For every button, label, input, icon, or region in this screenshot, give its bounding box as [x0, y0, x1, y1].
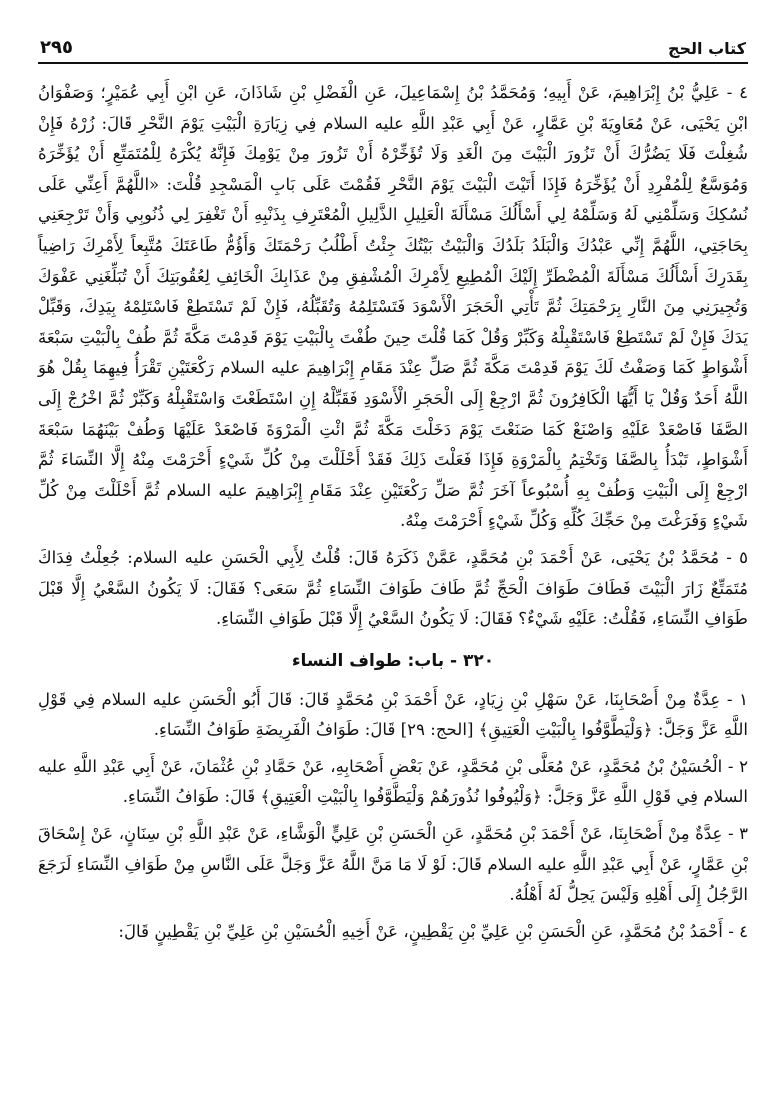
chapter-hadith-2: ٢ - الْحُسَيْنُ بْنُ مُحَمَّدٍ، عَنْ مُعَلَّى بْنِ مُحَمَّدٍ، عَنْ بَعْضِ أَصْحَابِهِ، عَنْ حَمَّادِ بْنِ عُثْمَانَ، عَنْ أَبِي عَبْدِ اللَّهِ عليه السلام فِي قَوْلِ اللَّهِ عَزَّ وَجَلَّ: ﴿وَلْيُوفُوا نُذُورَهُمْ وَلْيَطَّوَّفُوا بِالْبَيْتِ الْعَتِيقِ﴾ قَالَ: طَوَافُ النِّسَاءِ.: [38, 756, 748, 807]
book-title: كتاب الحج: [667, 39, 746, 58]
hadith-5: ٥ - مُحَمَّدُ بْنُ يَحْيَى، عَنْ أَحْمَدَ بْنِ مُحَمَّدٍ، عَمَّنْ ذَكَرَهُ قَالَ: قُلْتُ لِأَبِي الْحَسَنِ عليه السلام: جُعِلْتُ فِدَاكَ مُتَمَتِّعٌ زَارَ الْبَيْتَ فَطَافَ طَوَافَ الْحَجِّ ثُمَّ طَافَ طَوَافَ النِّسَاءِ ثُمَّ سَعَى؟ فَقَالَ: لَا يَكُونُ السَّعْيُ إِلَّا قَبْلَ طَوَافِ النِّسَاءِ، فَقُلْتُ: عَلَيْهِ شَيْءٌ؟ فَقَالَ: لَا يَكُونُ السَّعْيُ إِلَّا قَبْلَ طَوَافِ النِّسَاءِ.: [38, 547, 748, 629]
page-body: [38, 78, 748, 947]
chapter-title: ٣٢٠ - باب: طواف النساء: [291, 650, 495, 671]
book-page: [38, 30, 748, 953]
chapter-hadith-3: ٣ - عِدَّةٌ مِنْ أَصْحَابِنَا، عَنْ أَحْمَدَ بْنِ مُحَمَّدٍ، عَنِ الْحَسَنِ بْنِ عَلِيٍّ الْوَشَّاءِ، عَنْ عَبْدِ اللَّهِ بْنِ سِنَانٍ، عَنْ إِسْحَاقَ بْنِ عَمَّارٍ، عَنْ أَبِي عَبْدِ اللَّهِ عليه السلام قَالَ: لَوْ لَا مَا مَنَّ اللَّهُ عَزَّ وَجَلَّ عَلَى النَّاسِ مِنْ طَوَافِ النِّسَاءِ لَرَجَعَ الرَّجُلُ إِلَى أَهْلِهِ وَلَيْسَ يَحِلُّ لَهُ أَهْلُهُ.: [38, 824, 748, 905]
hadith-4: ٤ - عَلِيُّ بْنُ إِبْرَاهِيمَ، عَنْ أَبِيهِ؛ وَمُحَمَّدُ بْنُ إِسْمَاعِيلَ، عَنِ الْفَضْلِ بْنِ شَاذَانَ، عَنِ ابْنِ أَبِي عُمَيْرٍ؛ وَصَفْوَانُ ابْنِ يَحْيَى، عَنْ مُعَاوِيَةَ بْنِ عَمَّارٍ، عَنْ أَبِي عَبْدِ اللَّهِ عليه السلام فِي زِيَارَةِ الْبَيْتِ يَوْمَ النَّحْرِ قَالَ: زُرْهُ فَإِنْ شُغِلْتَ فَلَا يَضُرُّكَ أَنْ تَزُورَ الْبَيْتَ مِنَ الْغَدِ وَلَا تُؤَخِّرْهُ أَنْ تَزُورَ مِنْ يَوْمِكَ فَإِنَّهُ يُكْرَهُ لِلْمُتَمَتِّعِ أَنْ يُؤَخِّرَهُ وَمُوَسَّعٌ لِلْمُفْرِدِ أَنْ يُؤَخِّرَهُ فَإِذَا أَتَيْتَ الْبَيْتَ يَوْمَ النَّحْرِ فَقُمْتَ عَلَى بَابِ الْمَسْجِدِ قُلْتَ: «اللَّهُمَّ أَعِنِّي عَلَى نُسُكِكَ وَسَلِّمْنِي لَهُ وَسَلِّمْهُ لِي أَسْأَلُكَ مَسْأَلَةَ الْعَلِيلِ الذَّلِيلِ الْمُعْتَرِفِ بِذَنْبِهِ أَنْ تَغْفِرَ لِي ذُنُوبِي وَأَنْ تَرْجِعَنِي بِحَاجَتِي، اللَّهُمَّ إِنِّي عَبْدُكَ وَالْبَلَدُ بَلَدُكَ وَالْبَيْتُ بَيْتُكَ جِئْتُ أَطْلُبُ رَحْمَتَكَ وَأَؤُمُّ طَاعَتَكَ مُتَّبِعاً لِأَمْرِكَ رَاضِياً بِقَدَرِكَ أَسْأَلُكَ مَسْأَلَةَ الْمُضْطَرِّ إِلَيْكَ الْمُطِيعِ لِأَمْرِكَ الْمُشْفِقِ مِنْ عَذَابِكَ الْخَائِفِ لِعُقُوبَتِكَ أَنْ تُبَلِّغَنِي عَفْوَكَ وَتُجِيرَنِي مِنَ النَّارِ بِرَحْمَتِكَ ثُمَّ تَأْتِي الْحَجَرَ الْأَسْوَدَ فَتَسْتَلِمُهُ وَتُقَبِّلُهُ، فَإِنْ لَمْ تَسْتَطِعْ فَاسْتَلِمْهُ بِيَدِكَ، وَقَبِّلْ يَدَكَ فَإِنْ لَمْ تَسْتَطِعْ فَاسْتَقْبِلْهُ وَكَبِّرْ وَقُلْ كَمَا قُلْتَ حِينَ طُفْتَ بِالْبَيْتِ يَوْمَ قَدِمْتَ مَكَّةَ ثُمَّ طُفْ بِالْبَيْتِ سَبْعَةَ أَشْوَاطٍ كَمَا وَصَفْتُ لَكَ يَوْمَ قَدِمْتَ مَكَّةَ ثُمَّ صَلِّ عِنْدَ مَقَامِ إِبْرَاهِيمَ عليه السلام رَكْعَتَيْنِ تَقْرَأُ فِيهِمَا بِقُلْ هُوَ اللَّهُ أَحَدٌ وَقُلْ يَا أَيُّهَا الْكَافِرُونَ ثُمَّ ارْجِعْ إِلَى الْحَجَرِ الْأَسْوَدِ فَقَبِّلْهُ إِنِ اسْتَطَعْتَ وَاسْتَقْبِلْهُ وَكَبِّرْ ثُمَّ اخْرُجْ إِلَى الصَّفَا فَاصْعَدْ عَلَيْهِ وَاصْنَعْ كَمَا صَنَعْتَ يَوْمَ دَخَلْتَ مَكَّةَ ثُمَّ ائْتِ الْمَرْوَةَ فَاصْعَدْ عَلَيْهَا وَطُفْ بَيْنَهُمَا سَبْعَةَ أَشْوَاطٍ، تَبْدَأُ بِالصَّفَا وَتَخْتِمُ بِالْمَرْوَةِ فَإِذَا فَعَلْتَ ذَلِكَ فَقَدْ أَحْلَلْتَ مِنْ كُلِّ شَيْءٍ أَحْرَمْتَ مِنْهُ إِلَّا النِّسَاءَ ثُمَّ ارْجِعْ إِلَى الْبَيْتِ وَطُفْ بِهِ أُسْبُوعاً آخَرَ ثُمَّ صَلِّ رَكْعَتَيْنِ عِنْدَ مَقَامِ إِبْرَاهِيمَ عليه السلام ثُمَّ أَحْلَلْتَ مِنْ كُلِّ شَيْءٍ وَفَرَغْتَ مِنْ حَجِّكَ كُلِّهِ وَكُلِّ شَيْءٍ أَحْرَمْتَ مِنْهُ.: [38, 83, 748, 531]
page-number: ٢٩٥: [40, 37, 73, 58]
chapter-hadith-1: ١ - عِدَّةٌ مِنْ أَصْحَابِنَا، عَنْ سَهْلِ بْنِ زِيَادٍ، عَنْ أَحْمَدَ بْنِ مُحَمَّدٍ قَالَ: قَالَ أَبُو الْحَسَنِ عليه السلام فِي قَوْلِ اللَّهِ عَزَّ وَجَلَّ: ﴿وَلْيَطَّوَّفُوا بِالْبَيْتِ الْعَتِيقِ﴾ [الحج: ٢٩] قَالَ: طَوَافُ الْفَرِيضَةِ طَوَافُ النِّسَاءِ.: [38, 689, 748, 740]
chapter-hadith-4: ٤ - أَحْمَدُ بْنُ مُحَمَّدٍ، عَنِ الْحَسَنِ بْنِ عَلِيِّ بْنِ يَقْطِينٍ، عَنْ أَخِيهِ الْحُسَيْنِ بْنِ عَلِيِّ بْنِ يَقْطِينٍ قَالَ:: [118, 921, 748, 941]
page-header: [38, 30, 748, 64]
